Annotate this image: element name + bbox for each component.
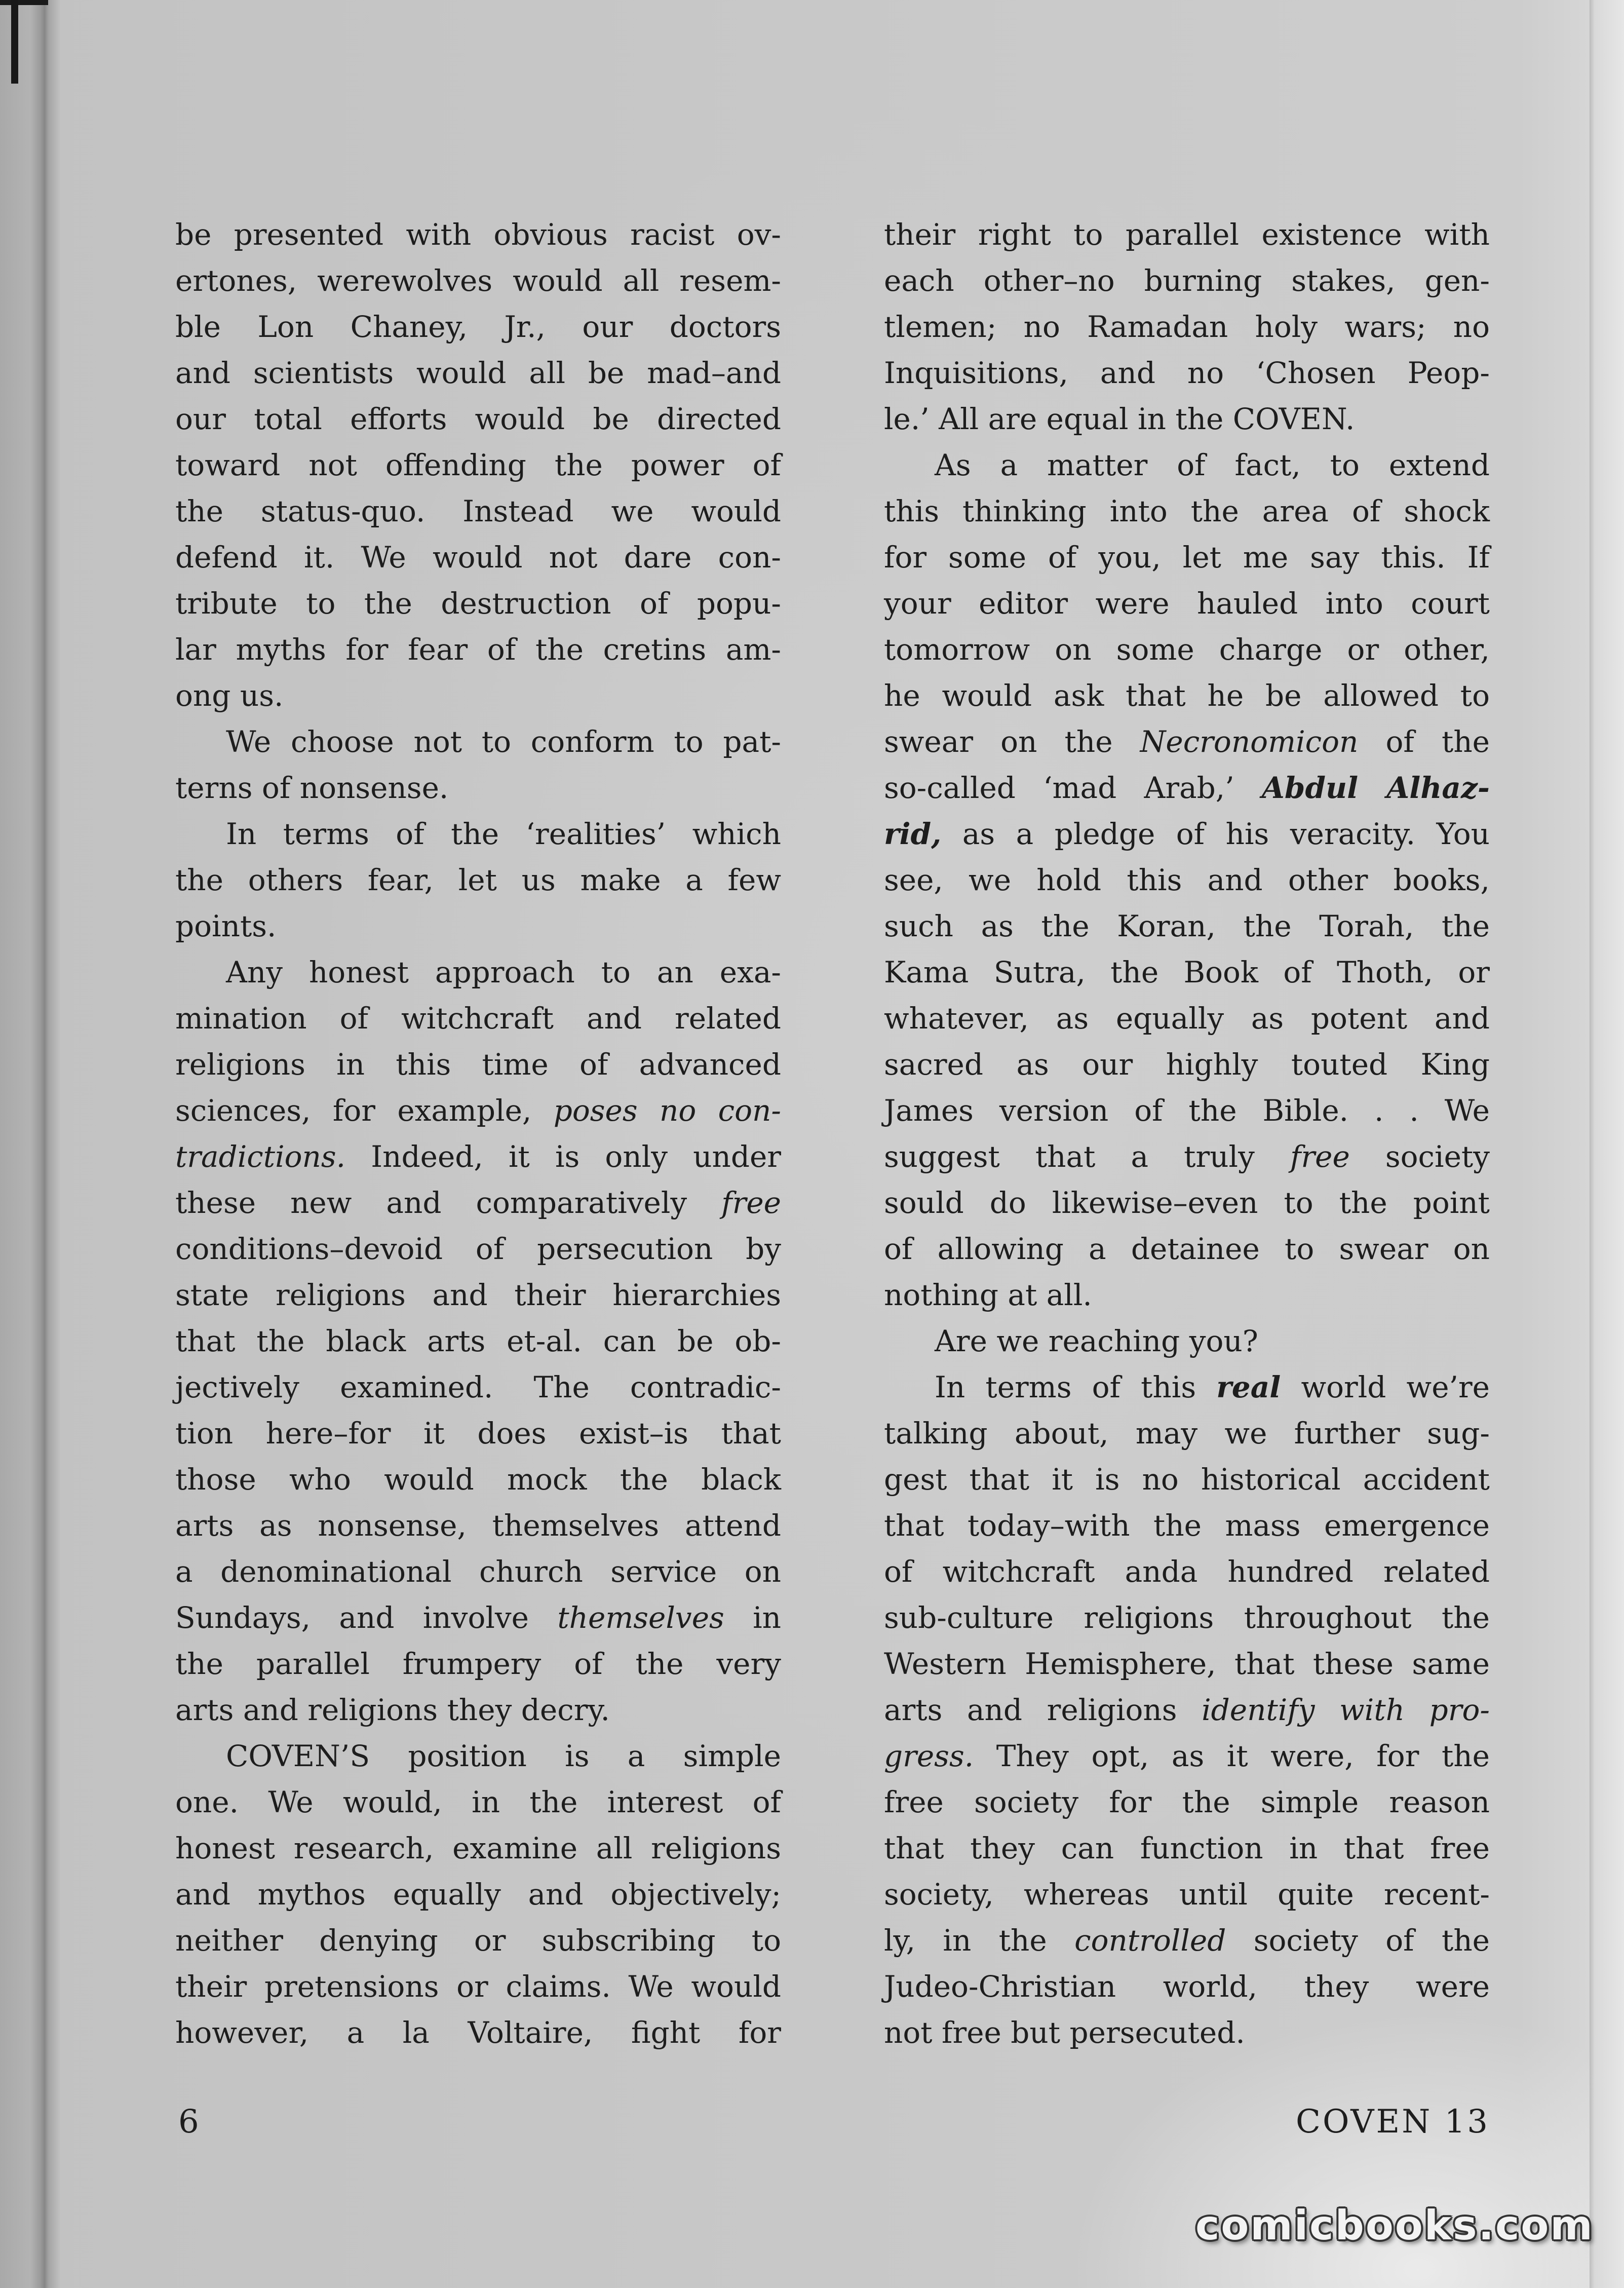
text-run: le.’ All are equal in the COVEN. [884, 402, 1355, 436]
text-run: swear on the [884, 724, 1140, 759]
text-line [175, 1872, 781, 1918]
emphasized-text: free [1290, 1139, 1350, 1174]
text-line [884, 1410, 1490, 1457]
paragraph [175, 949, 781, 1733]
text-line [175, 1825, 781, 1872]
text-run: for some of you, let me say this. If [884, 540, 1490, 575]
text-line [175, 1042, 781, 1088]
text-run: Any honest approach to an exa- [226, 955, 781, 989]
scan-edge-mark [11, 0, 18, 84]
text-line [884, 1180, 1490, 1226]
text-run: We choose not to conform to pat- [226, 724, 781, 759]
text-line [175, 1503, 781, 1549]
text-line [175, 1918, 781, 1964]
text-run: state religions and their hierarchies [175, 1278, 781, 1312]
text-line [884, 857, 1490, 903]
text-run: those who would mock the black [175, 1462, 781, 1497]
text-line [175, 1687, 781, 1733]
text-line [175, 1964, 781, 2010]
text-line [884, 442, 1490, 488]
text-line [884, 1825, 1490, 1872]
text-run: James version of the Bible. . . We [884, 1093, 1490, 1128]
text-line [175, 1595, 781, 1641]
scan-corner-mark [0, 0, 48, 5]
text-run: conditions–devoid of persecution by [175, 1232, 781, 1266]
text-line [175, 1641, 781, 1687]
paragraph [884, 1318, 1490, 1364]
text-run: these new and comparatively [175, 1186, 722, 1220]
text-line [884, 2010, 1490, 2056]
text-run: Judeo-Christian world, they were [884, 1969, 1490, 2004]
text-run: defend it. We would not dare con- [175, 540, 781, 575]
text-run: arts and religions [884, 1693, 1202, 1727]
text-line [884, 1364, 1490, 1410]
text-column-left [175, 212, 781, 2056]
text-line [175, 581, 781, 627]
text-line [175, 258, 781, 304]
text-run: arts and religions they decry. [175, 1693, 610, 1727]
text-line [175, 1364, 781, 1410]
text-line [884, 258, 1490, 304]
text-run: whatever, as equally as potent and [884, 1001, 1490, 1036]
text-run: mination of witchcraft and related [175, 1001, 781, 1036]
emphasized-text: gress. [884, 1739, 974, 1773]
text-run: tribute to the destruction of popu- [175, 586, 781, 621]
text-run: and mythos equally and objectively; [175, 1877, 781, 1912]
text-line [175, 949, 781, 996]
text-line [884, 673, 1490, 719]
text-line [884, 1595, 1490, 1641]
text-line [884, 1272, 1490, 1318]
text-line [884, 1687, 1490, 1733]
text-run: world we’re [1281, 1370, 1490, 1404]
paragraph [884, 212, 1490, 442]
text-run: however, a la Voltaire, fight for [175, 2015, 781, 2050]
text-line [175, 1779, 781, 1825]
text-run: in [724, 1600, 782, 1635]
text-line [884, 396, 1490, 442]
text-run: so-called ‘mad Arab,’ [884, 771, 1262, 805]
text-run: he would ask that he be allowed to [884, 678, 1490, 713]
text-run: society, whereas until quite recent- [884, 1877, 1490, 1912]
text-line [175, 627, 781, 673]
running-footer: COVEN 13 [1295, 2103, 1490, 2141]
text-line [884, 1964, 1490, 2010]
text-line [884, 1503, 1490, 1549]
emphasized-text: rid, [884, 817, 942, 851]
text-run: sacred as our highly touted King [884, 1047, 1490, 1082]
text-run: Are we reaching you? [935, 1324, 1258, 1358]
paragraph [175, 719, 781, 811]
text-run: their right to parallel existence with [884, 217, 1490, 252]
emphasized-text: controlled [1074, 1923, 1226, 1958]
text-line [884, 1226, 1490, 1272]
text-line [884, 1779, 1490, 1825]
text-line [175, 2010, 781, 2056]
text-run: tomorrow on some charge or other, [884, 632, 1490, 667]
text-run: talking about, may we further sug- [884, 1416, 1490, 1451]
text-line [175, 857, 781, 903]
text-line [175, 1272, 781, 1318]
emphasized-text: Abdul Alhaz- [1261, 771, 1490, 805]
text-run: such as the Koran, the Torah, the [884, 909, 1490, 943]
text-run: not free but persecuted. [884, 2015, 1245, 2050]
paragraph [175, 1733, 781, 2056]
text-run: They opt, as it were, for the [974, 1739, 1490, 1773]
text-line [175, 350, 781, 396]
text-line [884, 350, 1490, 396]
text-run: As a matter of fact, to extend [935, 448, 1490, 482]
text-line [884, 1733, 1490, 1779]
text-line [884, 996, 1490, 1042]
text-line [884, 1457, 1490, 1503]
text-run: of the [1358, 724, 1490, 759]
text-line [884, 1872, 1490, 1918]
text-run: each other–no burning stakes, gen- [884, 263, 1490, 298]
text-run: free society for the simple reason [884, 1785, 1490, 1819]
text-line [884, 903, 1490, 949]
emphasized-text: tradictions. [175, 1139, 346, 1174]
text-line [175, 1318, 781, 1364]
text-line [884, 304, 1490, 350]
text-line [884, 811, 1490, 857]
paragraph [884, 442, 1490, 1318]
text-run: toward not offending the power of [175, 448, 781, 482]
text-line [884, 581, 1490, 627]
text-run: that today–with the mass emergence [884, 1508, 1490, 1543]
text-line [884, 1088, 1490, 1134]
emphasized-text: real [1216, 1370, 1281, 1404]
text-run: your editor were hauled into court [884, 586, 1490, 621]
text-run: this thinking into the area of shock [884, 494, 1490, 528]
text-run: their pretensions or claims. We would [175, 1969, 781, 2004]
text-column-right [884, 212, 1490, 2056]
text-line [884, 949, 1490, 996]
text-run: one. We would, in the interest of [175, 1785, 781, 1819]
text-run: society of the [1226, 1923, 1490, 1958]
emphasized-text: identify with pro- [1202, 1693, 1490, 1727]
text-run: In terms of this [935, 1370, 1217, 1404]
text-run: arts as nonsense, themselves attend [175, 1508, 781, 1543]
text-run: honest research, examine all religions [175, 1831, 781, 1865]
text-line [175, 396, 781, 442]
text-run: COVEN’S position is a simple [226, 1739, 781, 1773]
text-line [175, 1549, 781, 1595]
text-line [175, 1180, 781, 1226]
text-run: the status-quo. Instead we would [175, 494, 781, 528]
text-run: ertones, werewolves would all resem- [175, 263, 781, 298]
text-run: In terms of the ‘realities’ which [226, 817, 781, 851]
text-line [884, 535, 1490, 581]
text-line [175, 1457, 781, 1503]
text-run: Kama Sutra, the Book of Thoth, or [884, 955, 1490, 989]
text-run: nothing at all. [884, 1278, 1092, 1312]
text-run: tlemen; no Ramadan holy wars; no [884, 310, 1490, 344]
text-run: sub-culture religions throughout the [884, 1600, 1490, 1635]
emphasized-text: poses no con- [553, 1093, 781, 1128]
text-line [175, 903, 781, 949]
emphasized-text: Necronomicon [1140, 724, 1359, 759]
text-run: religions in this time of advanced [175, 1047, 781, 1082]
text-run: jectively examined. The contradic- [175, 1370, 781, 1404]
text-line [884, 1042, 1490, 1088]
text-run: of allowing a detainee to swear on [884, 1232, 1490, 1266]
text-run: be presented with obvious racist ov- [175, 217, 781, 252]
text-run: gest that it is no historical accident [884, 1462, 1490, 1497]
text-line [884, 1918, 1490, 1964]
text-line [884, 1641, 1490, 1687]
page-number: 6 [178, 2103, 199, 2141]
text-line [175, 304, 781, 350]
text-line [884, 212, 1490, 258]
text-run: points. [175, 909, 277, 943]
text-run: as a pledge of his veracity. You [941, 817, 1490, 851]
text-line [175, 212, 781, 258]
emphasized-text: free [721, 1186, 781, 1220]
text-line [175, 1134, 781, 1180]
text-line [175, 535, 781, 581]
text-run: sould do likewise–even to the point [884, 1186, 1490, 1220]
emphasized-text: themselves [557, 1600, 724, 1635]
text-line [175, 996, 781, 1042]
text-line [175, 811, 781, 857]
paragraph [175, 811, 781, 949]
text-line [175, 1088, 781, 1134]
paragraph [175, 212, 781, 719]
text-run: of witchcraft anda hundred related [884, 1554, 1490, 1589]
text-line [884, 1549, 1490, 1595]
text-run: see, we hold this and other books, [884, 863, 1490, 897]
text-line [175, 673, 781, 719]
text-line [884, 488, 1490, 535]
text-run: Indeed, it is only under [345, 1139, 781, 1174]
text-run: suggest that a truly [884, 1139, 1290, 1174]
text-line [884, 1318, 1490, 1364]
text-line [175, 1226, 781, 1272]
text-line [884, 765, 1490, 811]
text-run: that the black arts et-al. can be ob- [175, 1324, 781, 1358]
text-run: neither denying or subscribing to [175, 1923, 781, 1958]
text-run: the others fear, let us make a few [175, 863, 781, 897]
text-run: and scientists would all be mad–and [175, 356, 781, 390]
text-run: ble Lon Chaney, Jr., our doctors [175, 310, 781, 344]
text-line [884, 719, 1490, 765]
text-run: Western Hemisphere, that these same [884, 1647, 1490, 1681]
text-run: that they can function in that free [884, 1831, 1490, 1865]
text-run: sciences, for example, [175, 1093, 554, 1128]
text-run: terns of nonsense. [175, 771, 449, 805]
text-run: Sundays, and involve [175, 1600, 558, 1635]
text-run: lar myths for fear of the cretins am- [175, 632, 781, 667]
page-edge [1590, 0, 1624, 2288]
text-run: ong us. [175, 678, 284, 713]
text-run: the parallel frumpery of the very [175, 1647, 781, 1681]
text-line [884, 627, 1490, 673]
text-run: Inquisitions, and no ‘Chosen Peop- [884, 356, 1490, 390]
text-line [175, 719, 781, 765]
text-line [175, 442, 781, 488]
text-run: tion here–for it does exist–is that [175, 1416, 781, 1451]
paragraph [884, 1364, 1490, 2056]
watermark: comicbooks.com [1195, 2202, 1594, 2249]
text-line [884, 1134, 1490, 1180]
text-run: our total efforts would be directed [175, 402, 781, 436]
text-line [175, 765, 781, 811]
text-run: society [1349, 1139, 1490, 1174]
binding-edge-shadow [0, 0, 61, 2288]
text-line [175, 488, 781, 535]
text-run: ly, in the [884, 1923, 1075, 1958]
text-line [175, 1410, 781, 1457]
text-run: a denominational church service on [175, 1554, 781, 1589]
text-line [175, 1733, 781, 1779]
